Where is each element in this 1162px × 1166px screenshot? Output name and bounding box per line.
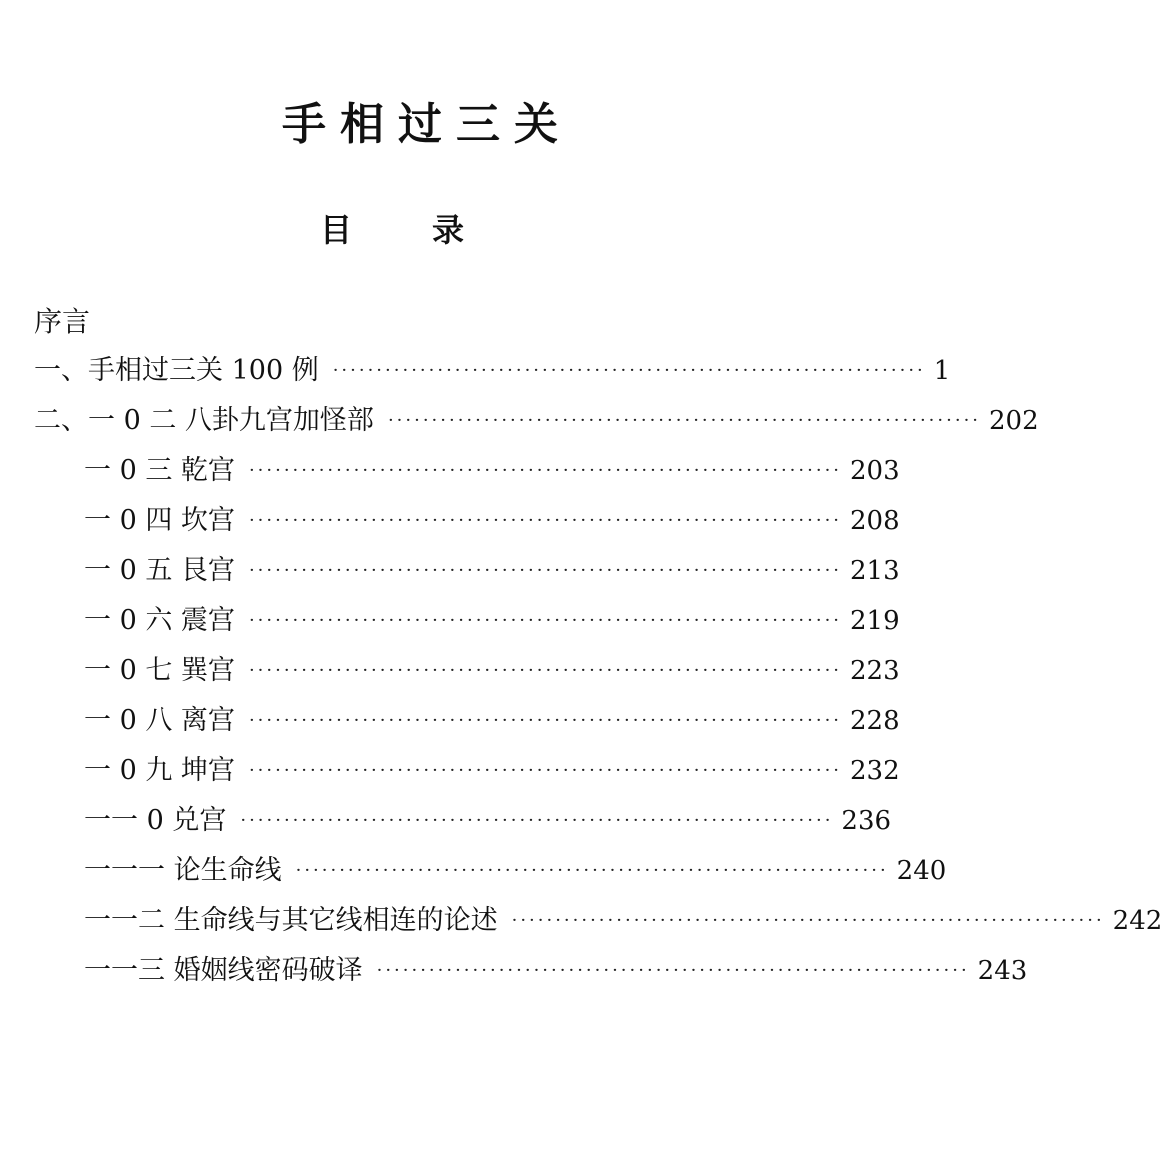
toc-entry-page: 232: [850, 756, 900, 786]
toc-entry-label: 一一一 论生命线: [84, 855, 282, 886]
toc-leader-dots: ····································································: [332, 360, 926, 381]
toc-entry: [84, 696, 900, 746]
toc-entry: [84, 596, 900, 646]
toc-entry: [84, 446, 900, 496]
toc-entry-page: 203: [850, 456, 900, 486]
toc-leader-dots: ····································································: [248, 560, 843, 581]
toc-entry-label: 一一三 婚姻线密码破译: [84, 955, 363, 986]
toc-entry-label: 一 0 七 巽宫: [84, 655, 235, 686]
toc-entry-page: 213: [850, 556, 900, 586]
toc-leader-dots: ····································································: [387, 410, 982, 431]
toc-entry: [84, 646, 900, 696]
toc-entry: [84, 896, 1162, 946]
toc-leader-dots: ····································································: [248, 610, 843, 631]
toc-entry-page: 242: [1112, 906, 1162, 936]
toc-entry-page: 243: [977, 956, 1028, 986]
toc-entry-label: 一 0 九 坤宫: [84, 755, 235, 786]
toc-entry: [84, 846, 947, 896]
toc-entry-label: 一 0 五 艮宫: [84, 555, 235, 586]
toc-entry: [84, 746, 900, 796]
toc-leader-dots: ····································································: [376, 960, 970, 981]
toc-entry: [84, 796, 892, 846]
toc-entry-label: 一 0 四 坎宫: [84, 505, 235, 536]
toc-preface: 序言: [34, 305, 91, 338]
toc-heading-char-2: 录: [432, 211, 465, 249]
toc-entry: [84, 546, 900, 596]
toc-leader-dots: ····································································: [248, 660, 843, 681]
toc-entry-page: 236: [841, 806, 892, 836]
toc-entry-label: 一 0 六 震宫: [84, 605, 235, 636]
toc-entry-label: 一 0 三 乾宫: [84, 455, 235, 486]
toc-entry: [34, 396, 1039, 446]
toc-leader-dots: ····································································: [240, 810, 834, 831]
toc-entry-page: 202: [989, 406, 1039, 436]
toc-entry-page: 240: [896, 856, 947, 886]
page-title: 手相过三关: [282, 99, 572, 150]
toc-entry-page: 219: [850, 606, 900, 636]
toc-entry-page: 208: [850, 506, 900, 536]
toc-entry-page: 228: [850, 706, 900, 736]
toc-leader-dots: ····································································: [248, 710, 843, 731]
toc-heading-char-1: 目: [320, 211, 353, 249]
toc-leader-dots: ····································································: [511, 910, 1105, 931]
toc-entry-label: 一、手相过三关 100 例: [34, 355, 319, 386]
toc-leader-dots: ····································································: [295, 860, 889, 881]
toc-entry-label: 二、一 0 二 八卦九宫加怪部: [34, 405, 374, 436]
toc-entry: [84, 496, 900, 546]
toc-leader-dots: ····································································: [248, 760, 843, 781]
toc-entry-page: 223: [850, 656, 900, 686]
toc-entry: [34, 346, 951, 396]
toc-leader-dots: ····································································: [248, 460, 843, 481]
toc-entry-label: 一一 0 兑宫: [84, 805, 227, 836]
toc-entry-label: 一 0 八 离宫: [84, 705, 235, 736]
toc-entry: [84, 946, 1028, 996]
toc-entry-label: 一一二 生命线与其它线相连的论述: [84, 905, 498, 936]
toc-leader-dots: ····································································: [248, 510, 843, 531]
toc-heading: [320, 205, 464, 251]
toc-entry-page: 1: [933, 356, 951, 386]
